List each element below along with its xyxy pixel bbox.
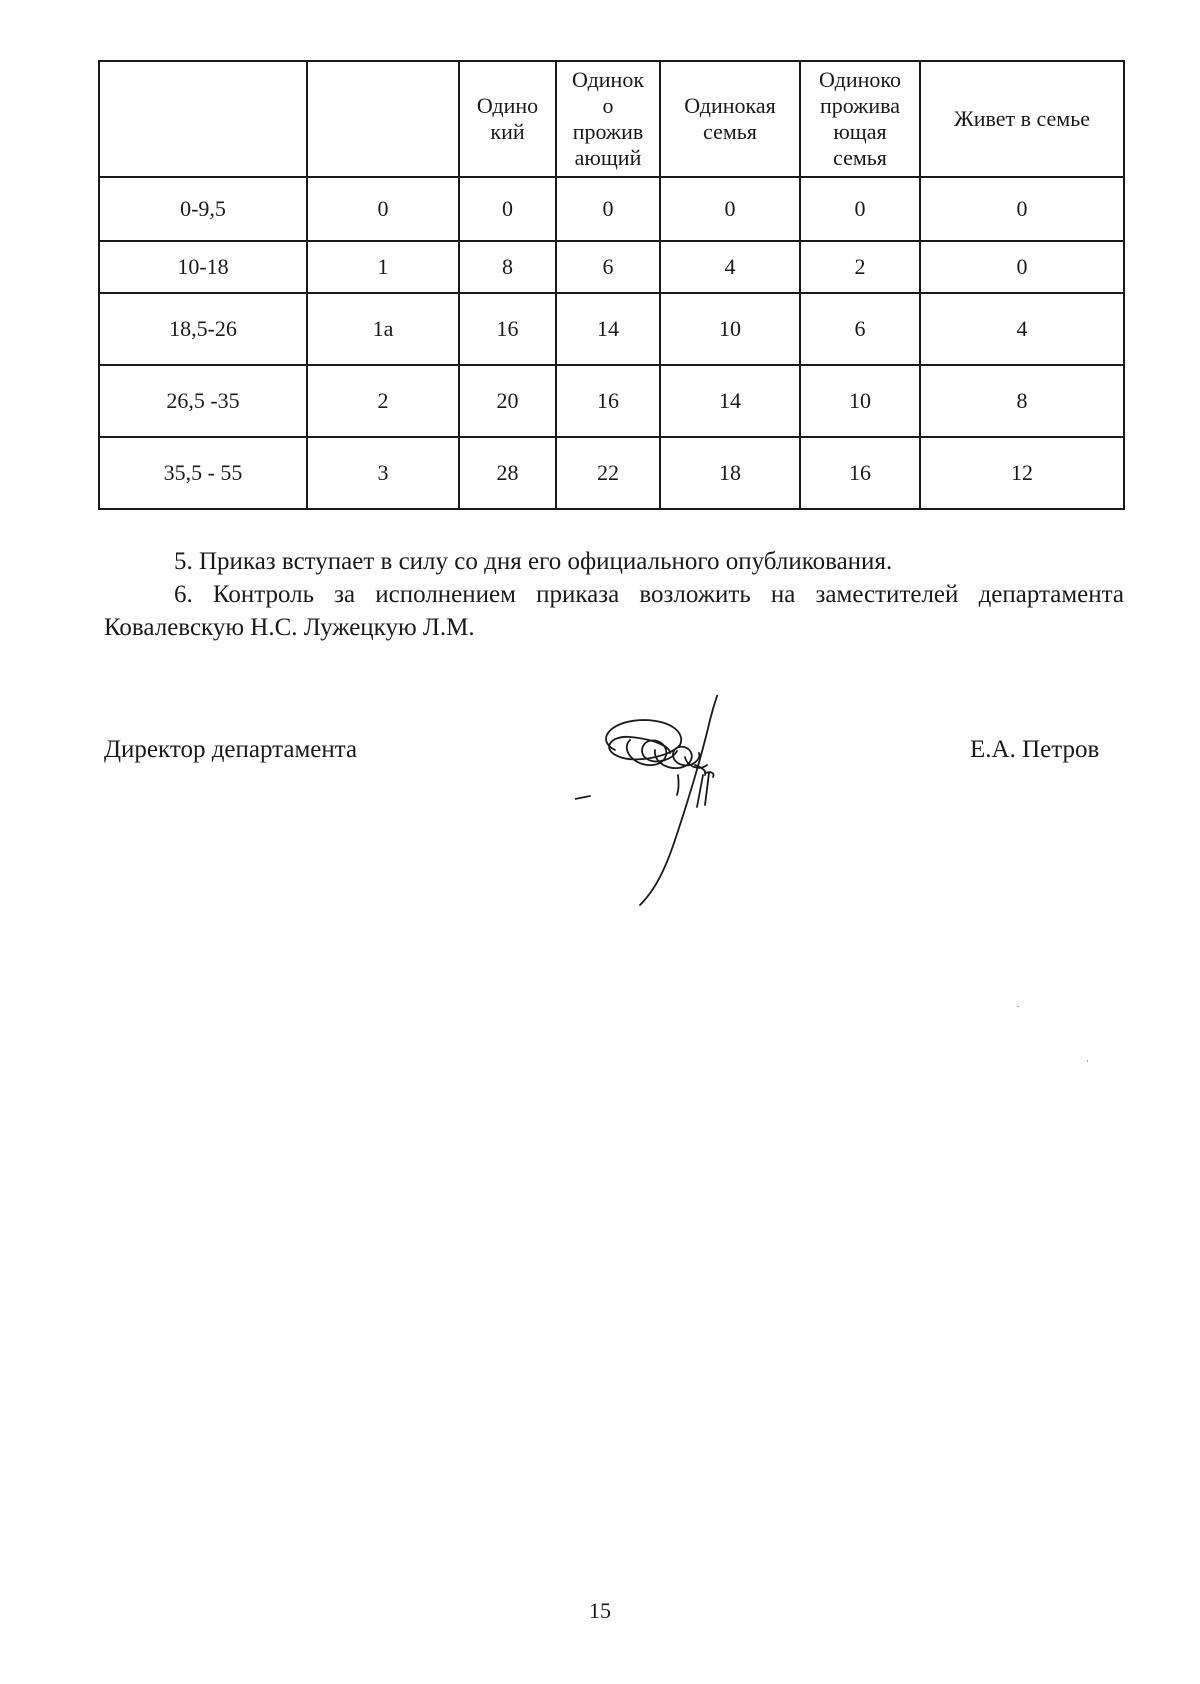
scan-speck [1017, 1006, 1019, 1007]
header-cell [99, 61, 307, 177]
table-cell: 0 [459, 177, 556, 241]
table-row [99, 241, 1124, 293]
header-cell: Одинок о прожив ающий [556, 61, 660, 177]
table-cell: 20 [459, 365, 556, 437]
table-cell: 1а [307, 293, 459, 365]
table-cell: 16 [800, 437, 920, 509]
table-cell: 18,5-26 [99, 293, 307, 365]
handwritten-signature [575, 695, 805, 910]
table-cell: 14 [556, 293, 660, 365]
table-cell: 0 [800, 177, 920, 241]
table-cell: 0 [920, 241, 1124, 293]
table-cell: 0 [307, 177, 459, 241]
table-cell: 6 [800, 293, 920, 365]
table-cell: 35,5 - 55 [99, 437, 307, 509]
table-cell: 10 [800, 365, 920, 437]
table-cell: 0 [920, 177, 1124, 241]
table-cell: 3 [307, 437, 459, 509]
table-row [99, 293, 1124, 365]
header-cell: Одино кий [459, 61, 556, 177]
score-table [98, 60, 1125, 510]
signatory-name: Е.А. Петров [970, 736, 1100, 763]
table-row [99, 437, 1124, 509]
table-cell: 4 [660, 241, 800, 293]
header-cell [307, 61, 459, 177]
table-cell: 1 [307, 241, 459, 293]
signatory-title: Директор департамента [104, 736, 358, 763]
table-cell: 16 [459, 293, 556, 365]
table-cell: 22 [556, 437, 660, 509]
table-cell: 2 [800, 241, 920, 293]
table-cell: 0-9,5 [99, 177, 307, 241]
table-row [99, 365, 1124, 437]
header-cell: Одинокая семья [660, 61, 800, 177]
table-cell: 12 [920, 437, 1124, 509]
table-cell: 0 [556, 177, 660, 241]
header-cell: Живет в семье [920, 61, 1124, 177]
table-cell: 8 [459, 241, 556, 293]
table-row [99, 177, 1124, 241]
table-cell: 16 [556, 365, 660, 437]
table-cell: 14 [660, 365, 800, 437]
page-number: 15 [589, 1598, 611, 1623]
paragraph-5: 5. Приказ вступает в силу со дня его официального опубликования. [174, 548, 893, 575]
table-cell: 0 [660, 177, 800, 241]
table-cell: 2 [307, 365, 459, 437]
table-cell: 8 [920, 365, 1124, 437]
table-cell: 6 [556, 241, 660, 293]
table-cell: 26,5 -35 [99, 365, 307, 437]
paragraph-6: 6. Контроль за исполнением приказа возложить на заместителей департамента Ковалевскую Н.С. Лужецкую Л.М. [104, 581, 1124, 641]
header-cell: Одиноко прожива ющая семья [800, 61, 920, 177]
table-cell: 10 [660, 293, 800, 365]
table-cell: 28 [459, 437, 556, 509]
scan-speck [1087, 1060, 1088, 1062]
table-cell: 10-18 [99, 241, 307, 293]
table-cell: 4 [920, 293, 1124, 365]
table-cell: 18 [660, 437, 800, 509]
table-header-row [99, 61, 1124, 177]
